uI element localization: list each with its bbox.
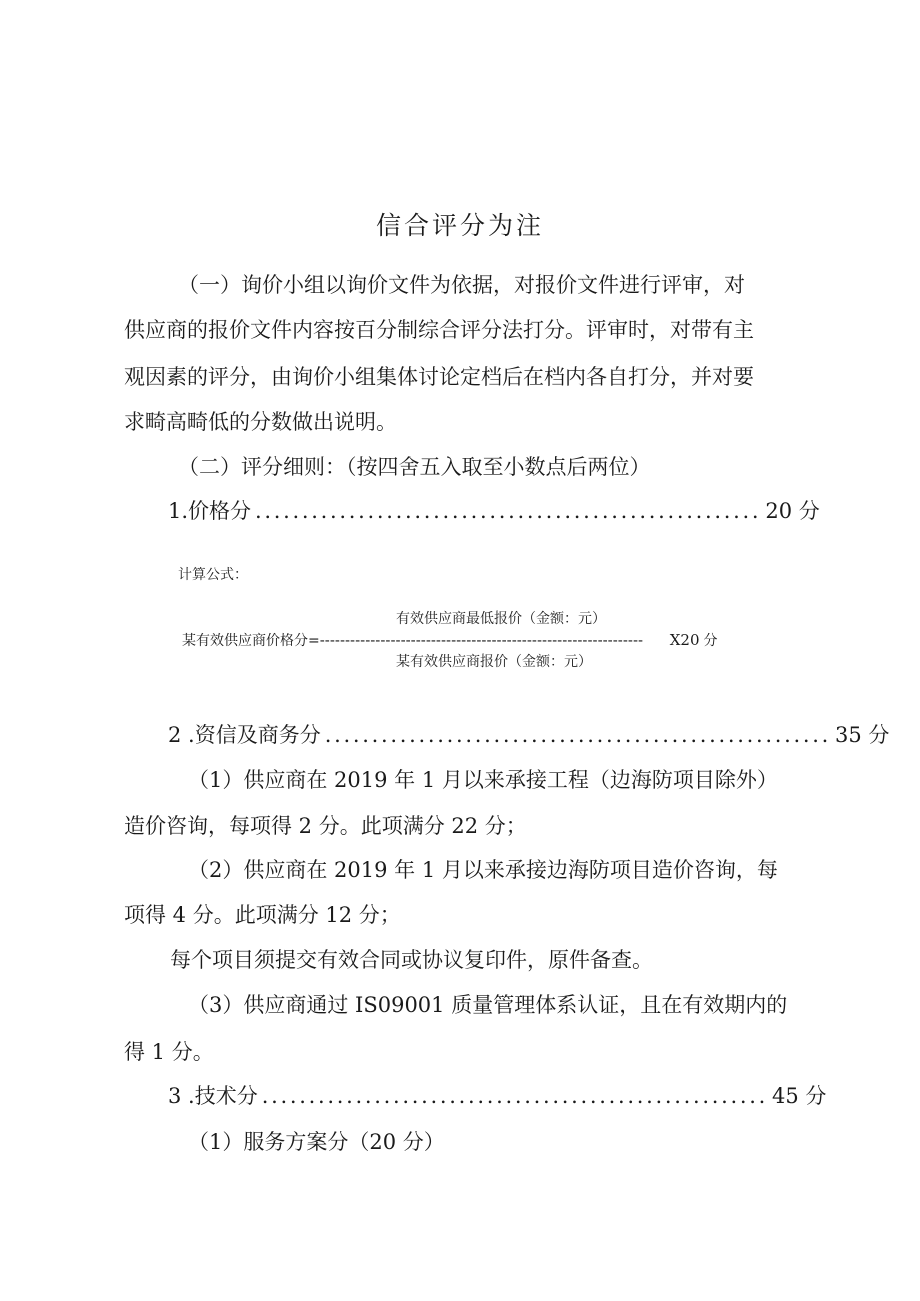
item1-leader-dots: ......................................................	[255, 499, 762, 523]
item2-label: 2 .资信及商务分	[168, 723, 321, 747]
item1-score: 20 分	[765, 499, 820, 523]
document-title: 信合评分为注	[375, 211, 544, 240]
para2-heading: （二）评分细则：（按四舍五入取至小数点后两位）	[178, 455, 651, 479]
item2-sub3-line-1: （3）供应商通过 IS09001 质量管理体系认证，且在有效期内的	[188, 993, 788, 1017]
formula-fraction-bar: ----------------------------------------------------------------	[319, 633, 644, 649]
item2-sub1-line-2: 造价咨询，每项得 2 分。此项满分 22 分；	[124, 814, 527, 838]
item3-row	[168, 1081, 827, 1111]
formula-unit: 分	[703, 633, 718, 649]
item2-sub1-line-1: （1）供应商在 2019 年 1 月以来承接工程（边海防项目除外）	[188, 768, 778, 792]
item2-sub2-line-1: （2）供应商在 2019 年 1 月以来承接边海防项目造价咨询，每	[188, 858, 778, 882]
item2-row	[168, 720, 890, 750]
item3-score: 45 分	[772, 1084, 827, 1108]
para1-line-4: 求畸高畸低的分数做出说明。	[124, 410, 397, 434]
formula-factor: X20	[669, 631, 700, 649]
formula-numerator: 有效供应商最低报价（金额：元）	[396, 611, 606, 627]
formula-row	[182, 630, 718, 651]
formula-lhs: 某有效供应商价格分=	[182, 633, 320, 649]
para1-line-2: 供应商的报价文件内容按百分制综合评分法打分。评审时，对带有主	[124, 318, 754, 342]
item3-sub1: （1）服务方案分（20 分）	[188, 1130, 445, 1154]
item3-leader-dots: ......................................................	[261, 1084, 768, 1108]
item1-row	[168, 496, 820, 526]
item3-label: 3 .技术分	[168, 1084, 258, 1108]
item2-score: 35 分	[835, 723, 890, 747]
item1-label: 1.价格分	[168, 499, 252, 523]
item2-note: 每个项目须提交有效合同或协议复印件，原件备查。	[170, 948, 653, 972]
para1-line-3: 观因素的评分，由询价小组集体讨论定档后在档内各自打分，并对要	[124, 365, 754, 389]
formula-denominator: 某有效供应商报价（金额：元）	[396, 654, 592, 670]
item2-leader-dots: ......................................................	[324, 723, 831, 747]
para1-line-1: （一）询价小组以询价文件为依据，对报价文件进行评审，对	[178, 273, 745, 297]
item2-sub3-line-2: 得 1 分。	[124, 1040, 214, 1064]
item2-sub2-line-2: 项得 4 分。此项满分 12 分；	[124, 903, 401, 927]
formula-intro: 计算公式：	[178, 567, 248, 583]
